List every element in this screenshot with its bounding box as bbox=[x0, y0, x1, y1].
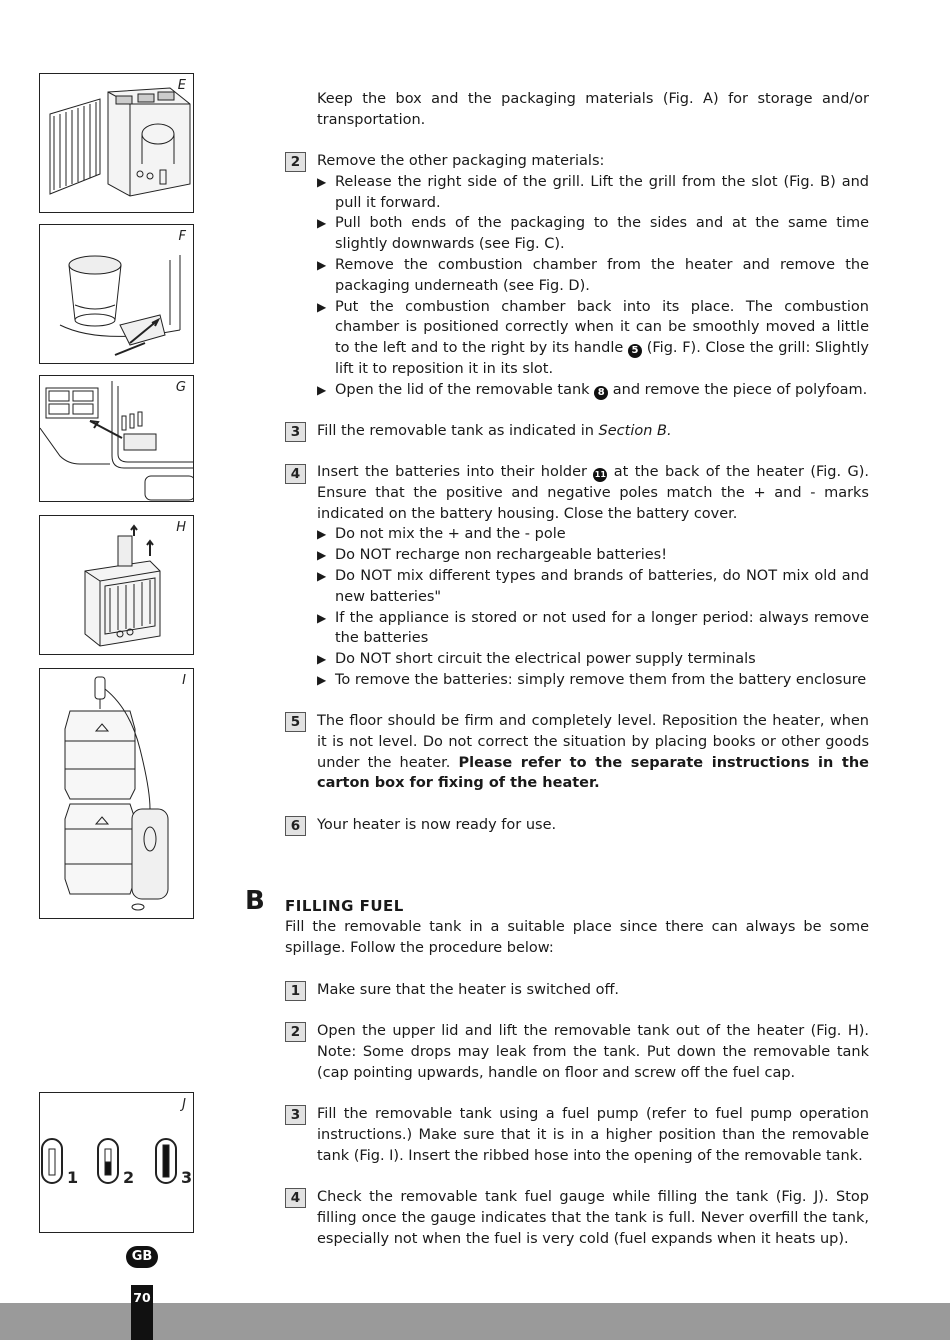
triangle-right-icon: ▶ bbox=[317, 174, 327, 189]
figure-f-label: F bbox=[178, 229, 186, 244]
page-number: 70 bbox=[131, 1285, 153, 1340]
step-5-text-main: The floor should be firm and completely level. Reposition the heater, when it is not level. Do not correct the situation by placing books or other goods under the heater. bbox=[317, 713, 869, 771]
bullet-text: (Fig. F). Close the grill: Slightly lift it to reposition it in its slot. bbox=[335, 340, 869, 377]
triangle-right-icon: ▶ bbox=[317, 216, 327, 231]
fuel-pump-illustration bbox=[40, 669, 194, 919]
heater-open-grill-illustration bbox=[40, 74, 194, 213]
step-5-block bbox=[317, 711, 869, 794]
battery-holder-illustration bbox=[40, 376, 194, 502]
step-2-text: Remove the other packaging materials: bbox=[317, 153, 605, 169]
section-intro: Fill the removable tank in a suitable place since there can always be some spillage. Follow the procedure below: bbox=[285, 919, 869, 956]
triangle-right-icon: ▶ bbox=[317, 257, 327, 272]
step-4-text bbox=[317, 462, 869, 524]
figure-i bbox=[39, 668, 194, 919]
step-6-number: 6 bbox=[285, 816, 306, 836]
tank-removal-illustration bbox=[40, 516, 194, 655]
bullet-item bbox=[317, 670, 869, 691]
triangle-right-icon: ▶ bbox=[317, 568, 327, 583]
fill-step-4-text: Check the removable tank fuel gauge while filling the tank (Fig. J). Stop filling once the gauge indicates that the tank is full. Never overfill the tank, especially not when the fuel is very cold (fuel expands when it heats up). bbox=[317, 1189, 869, 1247]
figure-h bbox=[39, 515, 194, 655]
bullet-text: To remove the batteries: simply remove them from the battery enclosure bbox=[335, 671, 867, 688]
fill-step-2-number: 2 bbox=[285, 1022, 306, 1042]
bullet-text: Do NOT mix different types and brands of batteries, do NOT mix old and new batteries" bbox=[335, 567, 869, 605]
section-letter: B bbox=[245, 886, 265, 916]
bullet-item bbox=[317, 297, 869, 380]
bullet-text: Do not mix the + and the - pole bbox=[335, 526, 566, 543]
intro-paragraph: Keep the box and the packaging materials (Fig. A) for storage and/or transportation. bbox=[317, 91, 869, 128]
bullet-text: Remove the combustion chamber from the heater and remove the packaging underneath (see Fig. D). bbox=[335, 256, 869, 294]
figure-g-label: G bbox=[175, 380, 186, 395]
bullet-item bbox=[317, 380, 869, 401]
figure-j-label: J bbox=[182, 1097, 186, 1112]
triangle-right-icon: ▶ bbox=[317, 299, 327, 314]
handle-number-badge: 5 bbox=[628, 344, 642, 358]
bullet-item bbox=[317, 608, 869, 650]
step-3-text bbox=[317, 421, 869, 442]
bullet-item bbox=[317, 213, 869, 255]
step-4-block bbox=[317, 462, 869, 691]
triangle-right-icon: ▶ bbox=[317, 672, 327, 687]
bullet-text: Release the right side of the grill. Lift the grill from the slot (Fig. B) and pull it forward. bbox=[335, 173, 869, 211]
bullet-text: and remove the piece of polyfoam. bbox=[612, 381, 868, 398]
bullet-text: Open the lid of the removable tank bbox=[335, 381, 590, 398]
bullet-item bbox=[317, 524, 869, 545]
gauge-label-1: 1 bbox=[67, 1168, 79, 1187]
fill-step-1-text: Make sure that the heater is switched off. bbox=[317, 982, 620, 998]
triangle-right-icon: ▶ bbox=[317, 652, 327, 667]
language-badge: GB bbox=[126, 1246, 158, 1268]
gauge-label-3: 3 bbox=[181, 1168, 193, 1187]
fill-step-4-number: 4 bbox=[285, 1188, 306, 1208]
combustion-chamber-handle-illustration bbox=[40, 225, 194, 364]
tank-lid-number-badge: 8 bbox=[594, 386, 608, 400]
triangle-right-icon: ▶ bbox=[317, 382, 327, 397]
step-2-block bbox=[317, 151, 869, 401]
section-title: FILLING FUEL bbox=[285, 897, 404, 915]
step-4-bullets bbox=[317, 524, 869, 690]
figure-g bbox=[39, 375, 194, 502]
step-3-number: 3 bbox=[285, 422, 306, 442]
triangle-right-icon: ▶ bbox=[317, 527, 327, 542]
step-2-number: 2 bbox=[285, 152, 306, 172]
step-5-number: 5 bbox=[285, 712, 306, 732]
triangle-right-icon: ▶ bbox=[317, 548, 327, 563]
figure-h-label: H bbox=[176, 520, 186, 535]
bullet-text: Do NOT short circuit the electrical power supply terminals bbox=[335, 651, 756, 668]
step-4-text-rest: at the back of the heater (Fig. G). Ensure that the positive and negative poles match the + and - marks indicated on the battery housing. Close the battery cover. bbox=[317, 464, 870, 522]
bullet-item bbox=[317, 172, 869, 214]
bullet-text: If the appliance is stored or not used for a longer period: always remove the batteries bbox=[335, 609, 869, 647]
bullet-item bbox=[317, 255, 869, 297]
bullet-item bbox=[317, 545, 869, 566]
step-4-number: 4 bbox=[285, 464, 306, 484]
figure-f bbox=[39, 224, 194, 364]
battery-holder-number-badge: 11 bbox=[593, 468, 607, 482]
bullet-item bbox=[317, 649, 869, 670]
figure-j bbox=[39, 1092, 194, 1233]
figure-i-label: I bbox=[182, 673, 186, 688]
figure-e-label: E bbox=[177, 78, 186, 93]
section-b-reference: Section B. bbox=[598, 423, 672, 439]
step-3-block bbox=[317, 421, 869, 442]
step-6-text: Your heater is now ready for use. bbox=[317, 817, 557, 833]
step-2-bullets bbox=[317, 172, 869, 401]
bullet-text: Do NOT recharge non rechargeable batteries! bbox=[335, 547, 668, 564]
gauge-label-2: 2 bbox=[123, 1168, 135, 1187]
step-4-text-main: Insert the batteries into their holder bbox=[317, 464, 587, 480]
fuel-gauge-illustration bbox=[40, 1093, 194, 1233]
bullet-text: Pull both ends of the packaging to the sides and at the same time slightly downwards (see Fig. C). bbox=[335, 215, 869, 253]
fill-step-2-text: Open the upper lid and lift the removable tank out of the heater (Fig. H). Note: Some drops may leak from the tank. Put down the removable tank (cap pointing upwards, handle on floor and screw off the fuel cap. bbox=[317, 1023, 869, 1081]
fill-step-3-text: Fill the removable tank using a fuel pump (refer to fuel pump operation instructions.) Make sure that it is in a higher position than the removable tank (Fig. I). Insert the ribbed hose into the opening of the removable tank. bbox=[317, 1106, 869, 1164]
figure-e bbox=[39, 73, 194, 213]
fill-step-3-number: 3 bbox=[285, 1105, 306, 1125]
step-5-text bbox=[317, 711, 869, 794]
fill-step-1-number: 1 bbox=[285, 981, 306, 1001]
step-5-bold-note: Please refer to the separate instructions in the carton box for fixing of the heater. bbox=[317, 754, 870, 792]
triangle-right-icon: ▶ bbox=[317, 610, 327, 625]
bullet-text: Put the combustion chamber back into its place. The combustion chamber is positioned correctly when it can be smoothly moved a little to the left and to the right by its handle bbox=[335, 298, 869, 357]
step-3-text-main: Fill the removable tank as indicated in bbox=[317, 423, 594, 439]
step-6-block bbox=[317, 815, 869, 836]
bullet-item bbox=[317, 566, 869, 608]
